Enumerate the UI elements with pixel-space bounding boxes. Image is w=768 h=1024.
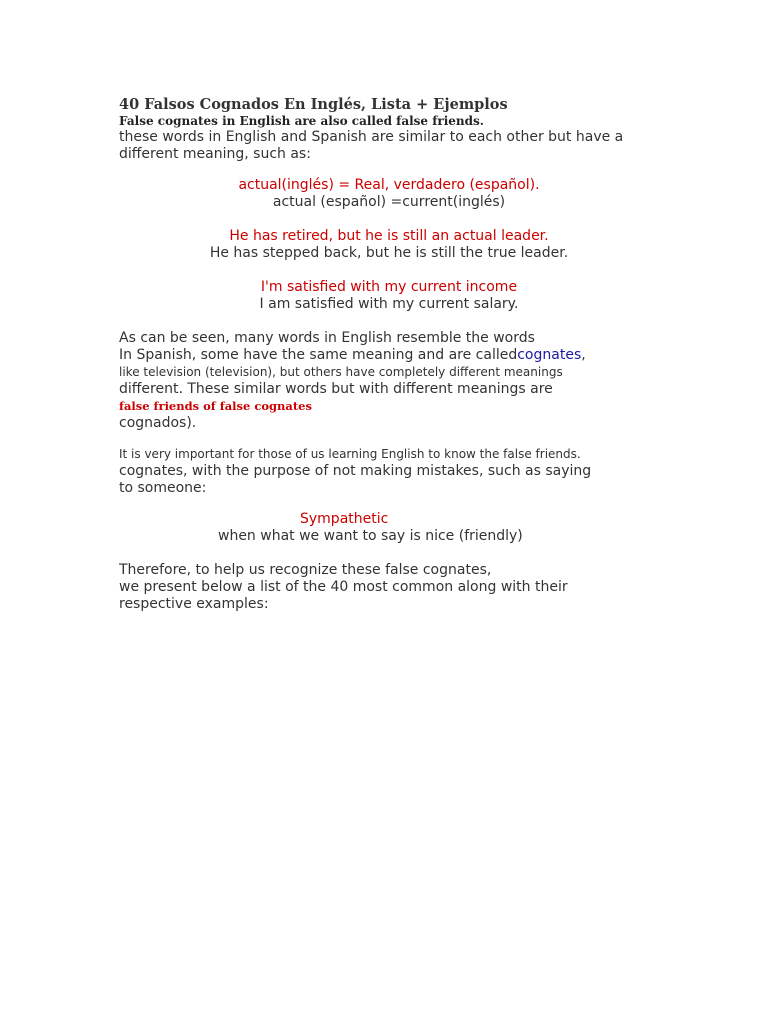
example-2-translation: He has stepped back, but he is still the true leader. <box>209 245 569 261</box>
example-3-sentence: I'm satisfied with my current income <box>260 279 518 295</box>
para3-line-3: to someone: <box>119 480 207 496</box>
para3-line-2: cognates, with the purpose of not making mistakes, such as saying <box>119 463 592 479</box>
para2-line-2-comma: , <box>581 347 586 363</box>
cognates-link[interactable]: cognates <box>517 347 582 363</box>
example-4-word: Sympathetic <box>300 511 389 527</box>
para2-line-2 <box>119 347 679 364</box>
document-page <box>119 96 679 613</box>
para2-line-1: As can be seen, many words in English resemble the words <box>119 330 535 346</box>
para4-line-3: respective examples: <box>119 596 269 612</box>
example-1-english: actual (español) =current(inglés) <box>272 194 506 210</box>
para2-line-4: different. These similar words but with different meanings are <box>119 381 553 397</box>
para4-line-1: Therefore, to help us recognize these false cognates, <box>119 562 492 578</box>
intro-line-2: different meaning, such as: <box>119 146 311 162</box>
para2-line-3: like television (television), but others have completely different meanings <box>119 365 563 379</box>
para3-line-1: It is very important for those of us learning English to know the false friends. <box>119 447 581 461</box>
para2-line-6: cognados). <box>119 415 197 431</box>
false-friends-phrase: false friends of false cognates <box>119 399 312 413</box>
document-title: 40 Falsos Cognados En Inglés, Lista + Ejemplos <box>119 96 508 113</box>
document-subtitle: False cognates in English are also called false friends. <box>119 114 484 128</box>
example-1-spanish: actual(inglés) = Real, verdadero (español). <box>238 177 540 193</box>
example-3-translation: I am satisfied with my current salary. <box>259 296 519 312</box>
example-2-sentence: He has retired, but he is still an actual leader. <box>229 228 549 244</box>
intro-line-1: these words in English and Spanish are similar to each other but have a <box>119 129 624 145</box>
para2-line-2-text: In Spanish, some have the same meaning and are called <box>119 347 518 363</box>
para4-line-2: we present below a list of the 40 most common along with their <box>119 579 568 595</box>
example-4-meaning: when what we want to say is nice (friendly) <box>218 528 523 544</box>
